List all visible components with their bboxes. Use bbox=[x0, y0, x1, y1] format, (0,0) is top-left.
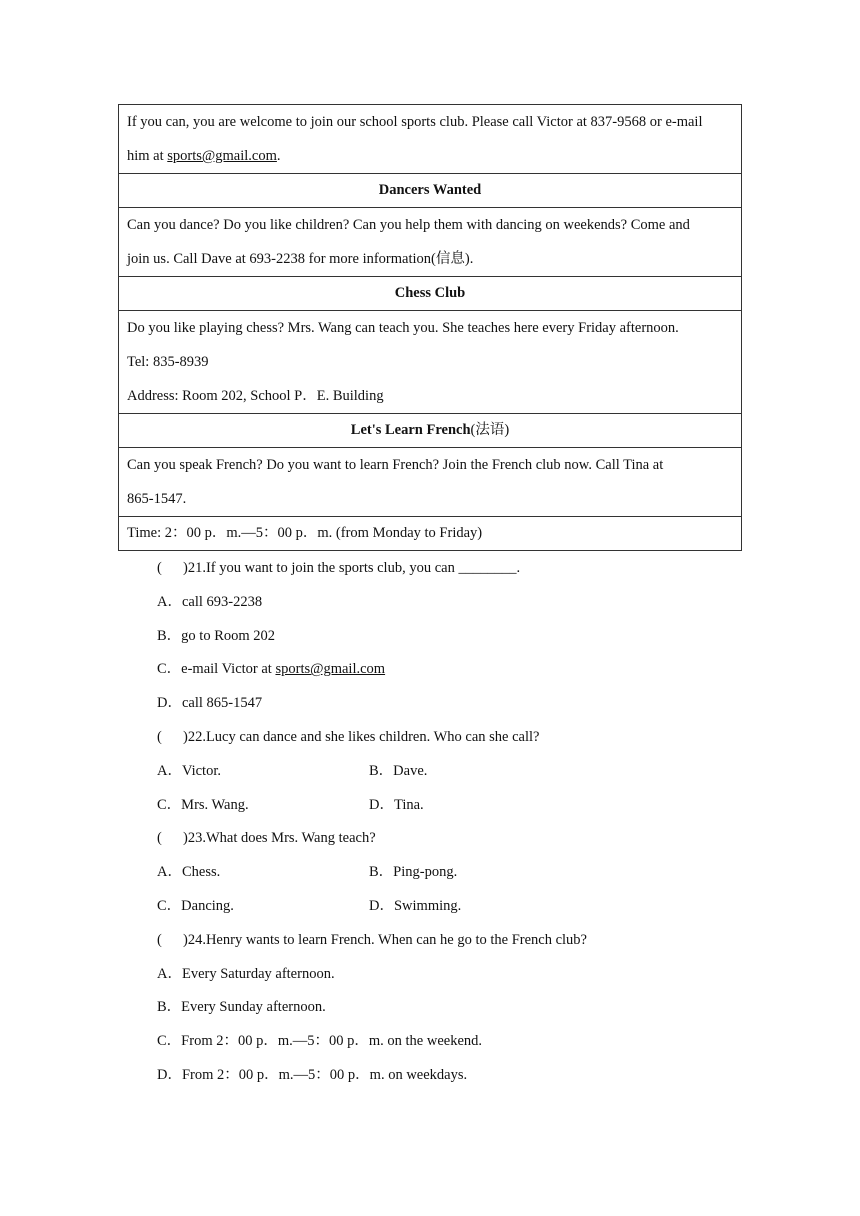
dancers-text bbox=[119, 208, 742, 277]
option-24-c[interactable]: C．From 2：00 p．m.—5：00 p．m. on the weekend. bbox=[157, 1033, 483, 1050]
option-22-b[interactable]: B．Dave. bbox=[369, 762, 428, 779]
options-23-cd bbox=[157, 890, 757, 924]
dancers-line-2: join us. Call Dave at 693-2238 for more information(信息). bbox=[127, 251, 474, 267]
question-23-text: )23.What does Mrs. Wang teach? bbox=[183, 830, 376, 847]
option-21-c-email[interactable]: sports@gmail.com bbox=[275, 661, 386, 678]
french-title-cn: (法语) bbox=[470, 422, 510, 438]
dancers-line-1: Can you dance? Do you like children? Can you help them with dancing on weekends? Come and bbox=[127, 217, 690, 233]
option-22-d[interactable]: D．Tina. bbox=[369, 796, 424, 813]
question-24-stem bbox=[157, 924, 757, 958]
sports-line-1: If you can, you are welcome to join our school sports club. Please call Victor at 837-9568 or e-mail bbox=[127, 114, 703, 130]
option-21-b[interactable]: B．go to Room 202 bbox=[157, 627, 276, 644]
chess-text bbox=[119, 311, 742, 414]
french-body-row bbox=[119, 448, 742, 517]
option-23-c[interactable]: C．Dancing. bbox=[157, 897, 234, 914]
question-24-text: )24.Henry wants to learn French. When can he go to the French club? bbox=[183, 931, 587, 948]
question-22-text: )22.Lucy can dance and she likes children. Who can she call? bbox=[183, 728, 540, 745]
french-title bbox=[119, 414, 742, 448]
options-23-ab bbox=[157, 856, 757, 890]
clubs-ad-table bbox=[118, 104, 742, 551]
chess-tel: Tel: 835-8939 bbox=[127, 354, 209, 370]
dancers-title: Dancers Wanted bbox=[119, 174, 742, 208]
option-24-a[interactable]: A．Every Saturday afternoon. bbox=[157, 965, 335, 982]
french-time-row bbox=[119, 517, 742, 551]
question-21-text: )21.If you want to join the sports club, you can ________. bbox=[183, 560, 521, 576]
questions-section bbox=[157, 552, 757, 1093]
option-21-d[interactable]: D．call 865-1547 bbox=[157, 695, 263, 712]
option-24-d[interactable]: D．From 2：00 p．m.—5：00 p．m. on weekdays. bbox=[157, 1066, 468, 1083]
sports-line-2 bbox=[127, 139, 733, 173]
french-text bbox=[119, 448, 742, 517]
dancers-title-row bbox=[119, 174, 742, 208]
chess-title-row bbox=[119, 277, 742, 311]
french-title-row bbox=[119, 414, 742, 448]
options-22-ab bbox=[157, 755, 757, 789]
french-title-en: Let's Learn French bbox=[350, 422, 471, 438]
option-21-c[interactable] bbox=[157, 653, 757, 687]
question-21-stem bbox=[157, 552, 757, 586]
answer-blank-23[interactable]: ( bbox=[157, 830, 162, 847]
sports-line-2-suffix: . bbox=[276, 148, 281, 164]
option-23-a[interactable]: A．Chess. bbox=[157, 864, 221, 881]
option-22-a[interactable]: A．Victor. bbox=[157, 762, 221, 779]
chess-address: Address: Room 202, School P．E. Building bbox=[127, 388, 384, 404]
french-line-2: 865-1547. bbox=[127, 491, 187, 507]
question-23-stem bbox=[157, 822, 757, 856]
chess-title: Chess Club bbox=[119, 277, 742, 311]
french-line-1: Can you speak French? Do you want to learn French? Join the French club now. Call Tina at bbox=[127, 457, 664, 473]
question-22-stem bbox=[157, 721, 757, 755]
french-time: Time: 2：00 p．m.—5：00 p．m. (from Monday to Friday) bbox=[119, 517, 742, 551]
option-23-d[interactable]: D．Swimming. bbox=[369, 897, 462, 914]
answer-blank-21[interactable]: ( bbox=[157, 560, 162, 576]
option-23-b[interactable]: B．Ping-pong. bbox=[369, 864, 458, 881]
option-21-a[interactable]: A．call 693-2238 bbox=[157, 593, 263, 610]
answer-blank-22[interactable]: ( bbox=[157, 728, 162, 745]
sports-club-text bbox=[119, 105, 742, 174]
chess-line-1: Do you like playing chess? Mrs. Wang can teach you. She teaches here every Friday afternoon. bbox=[127, 320, 679, 336]
dancers-body-row bbox=[119, 208, 742, 277]
options-22-cd bbox=[157, 789, 757, 823]
option-21-c-text: C．e-mail Victor at bbox=[157, 661, 276, 678]
answer-blank-24[interactable]: ( bbox=[157, 931, 162, 948]
sports-email-link[interactable]: sports@gmail.com bbox=[167, 148, 277, 164]
option-24-b[interactable]: B．Every Sunday afternoon. bbox=[157, 999, 326, 1016]
sports-club-row bbox=[119, 105, 742, 174]
sports-line-2-prefix: him at bbox=[127, 148, 168, 164]
option-22-c[interactable]: C．Mrs. Wang. bbox=[157, 796, 249, 813]
chess-body-row bbox=[119, 311, 742, 414]
